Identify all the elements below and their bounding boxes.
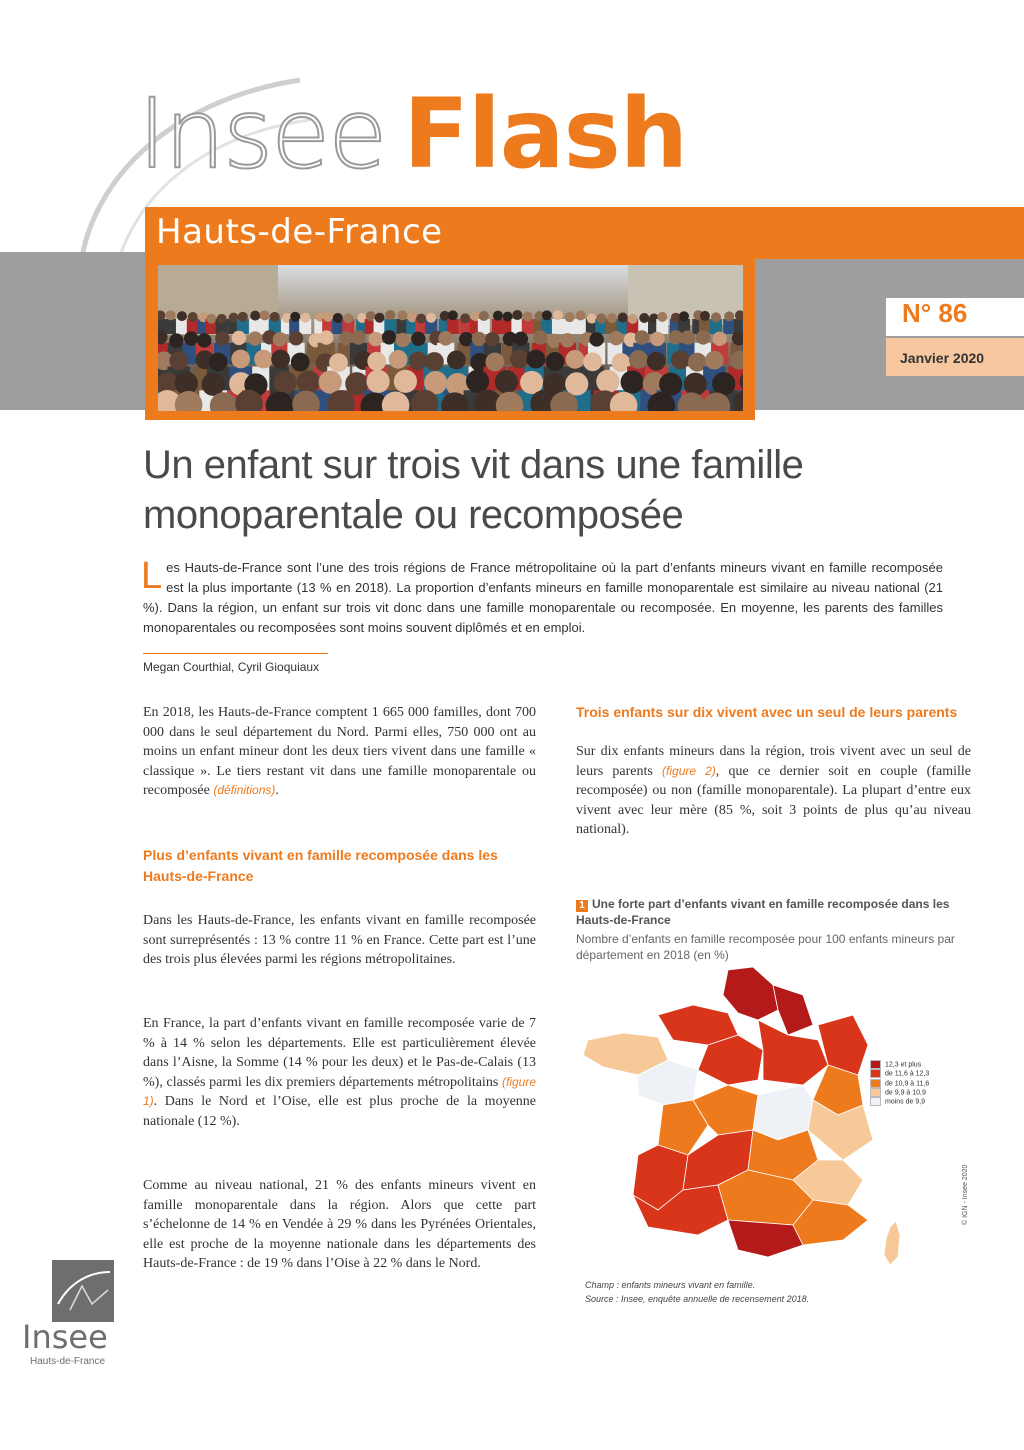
figure-title-text: Une forte part d’enfants vivant en famille recomposée dans les Hauts-de-France <box>576 897 950 927</box>
paragraph-text-end: . <box>275 783 279 798</box>
figure-source: Source : Insee, enquête annuelle de recensement 2018. <box>585 1294 810 1304</box>
legend-item <box>870 1079 965 1088</box>
paragraph-overrepresented: Dans les Hauts-de-France, les enfants vivant en famille recomposée sont surreprésentés : 13 % contre 11 % en France. Cette part est l’une des trois plus élevées parmi les régions métropolitaines. <box>143 913 536 967</box>
map-credit: © IGN - Insee 2020 <box>962 1164 969 1225</box>
author-divider <box>143 653 328 654</box>
figure-number: 1 <box>576 900 588 912</box>
brand-word: Insee <box>138 78 386 190</box>
legend-label: de 10,9 à 11,6 <box>885 1080 930 1088</box>
paragraph-text: Sur dix enfants mineurs dans la région, trois vivent avec un seul de leurs parents <box>576 744 971 779</box>
paragraph-single-parent <box>576 742 971 840</box>
france-departments-map <box>578 965 978 1285</box>
legend-swatch <box>870 1060 881 1069</box>
legend-swatch <box>870 1097 881 1106</box>
brand-logo <box>138 78 687 208</box>
authors: Megan Courthial, Cyril Gioquiaux <box>143 660 320 674</box>
legend-label: 12,3 et plus <box>885 1061 922 1069</box>
paragraph-text-end: . Dans le Nord et l’Oise, elle est plus proche de la moyenne nationale (12 %). <box>143 1094 536 1129</box>
figure-2-link[interactable]: (figure 2) <box>662 763 716 778</box>
lead-text: es Hauts-de-France sont l’une des trois régions de France métropolitaine où la part d’enfants mineurs vivant en famille recomposée est la plus importante (13 % en 2018). La proportion d’enfants mineurs en famille monoparentale est similaire au niveau national (21 %). Dans la région, un enfant sur trois vit donc dans une famille monoparentale ou recomposée. En moyenne, les parents des familles monoparentales ou recomposées sont moins souvent diplômés et en emploi. <box>143 560 943 635</box>
article-lead <box>141 555 943 638</box>
legend-item <box>870 1097 965 1106</box>
issue-date: Janvier 2020 <box>900 350 985 366</box>
paragraph-text: En 2018, les Hauts-de-France comptent 1 665 000 familles, dont 700 000 dans le seul département du Nord. Parmi elles, 750 000 ont au moins un enfant mineur dont les deux tiers vivent dans une famille « classique ». Le tiers restant vit dans une famille monoparentale ou recomposée <box>143 705 536 798</box>
region-name: Hauts-de-France <box>156 212 443 252</box>
section-heading-single-parent: Trois enfants sur dix vivent avec un seul de leurs parents <box>576 704 958 720</box>
section-heading-recomposed: Plus d’enfants vivant en famille recomposée dans les Hauts-de-France <box>143 847 498 884</box>
footer-logo-word: Insee <box>22 1318 108 1356</box>
legend-swatch <box>870 1079 881 1088</box>
legend-swatch <box>870 1088 881 1097</box>
brand-product: Flash <box>403 78 688 190</box>
figure-field: Champ : enfants mineurs vivant en famille. <box>585 1280 756 1290</box>
legend-swatch <box>870 1069 881 1078</box>
legend-label: moins de 9,9 <box>885 1098 926 1106</box>
paragraph-monoparental: Comme au niveau national, 21 % des enfants mineurs vivent en famille monoparentale dans la région. Alors que cette part s’échelonne de 14 % en Vendée à 29 % dans les Pyrénées Orientales, elle est proche de la moyenne nationale dans les départements des Hauts-de-France : de 19 % dans l’Oise à 22 % dans le Nord. <box>143 1178 536 1271</box>
map-region <box>728 1220 803 1257</box>
paragraph-text-end: , que ce dernier soit en couple (famille recomposée) ou non (famille monoparentale). La plupart d’entre eux vivent avec leur mère (85 %, soit 3 points de plus qu’au niveau national). <box>576 763 971 837</box>
figure-subtitle: Nombre d’enfants en famille recomposée pour 100 enfants mineurs par département en 2018 (en %) <box>576 932 955 962</box>
legend-item <box>870 1060 965 1069</box>
map-region <box>723 967 778 1020</box>
paragraph-departments <box>143 1014 536 1131</box>
footer-logo-region: Hauts-de-France <box>30 1356 106 1367</box>
figure-1-link[interactable]: (figure 1) <box>143 1074 536 1108</box>
definitions-link[interactable]: (définitions) <box>213 783 276 797</box>
map-region <box>773 985 813 1035</box>
paragraph-families <box>143 703 536 801</box>
figure-title <box>576 896 976 928</box>
lead-dropcap: L <box>141 555 163 597</box>
legend-item <box>870 1069 965 1078</box>
map-legend <box>870 1060 965 1107</box>
legend-label: de 11,6 à 12,3 <box>885 1070 930 1078</box>
article-title: Un enfant sur trois vit dans une famille monoparentale ou recomposée <box>143 443 804 537</box>
map-corsica <box>884 1221 900 1265</box>
paragraph-text: En France, la part d’enfants vivant en famille recomposée varie de 7 % à 14 % selon les départements. Elle est particulièrement élevée dans l’Aisne, la Somme (14 % pour les deux) et le Pas-de-Calais (13 %), classés parmi les dix premiers départements métropolitains <box>143 1016 536 1090</box>
insee-logo-mark <box>52 1260 114 1322</box>
legend-item <box>870 1088 965 1097</box>
legend-label: de 9,9 à 10,9 <box>885 1089 926 1097</box>
issue-number: N° 86 <box>902 298 968 328</box>
crowd-photo <box>158 265 743 411</box>
